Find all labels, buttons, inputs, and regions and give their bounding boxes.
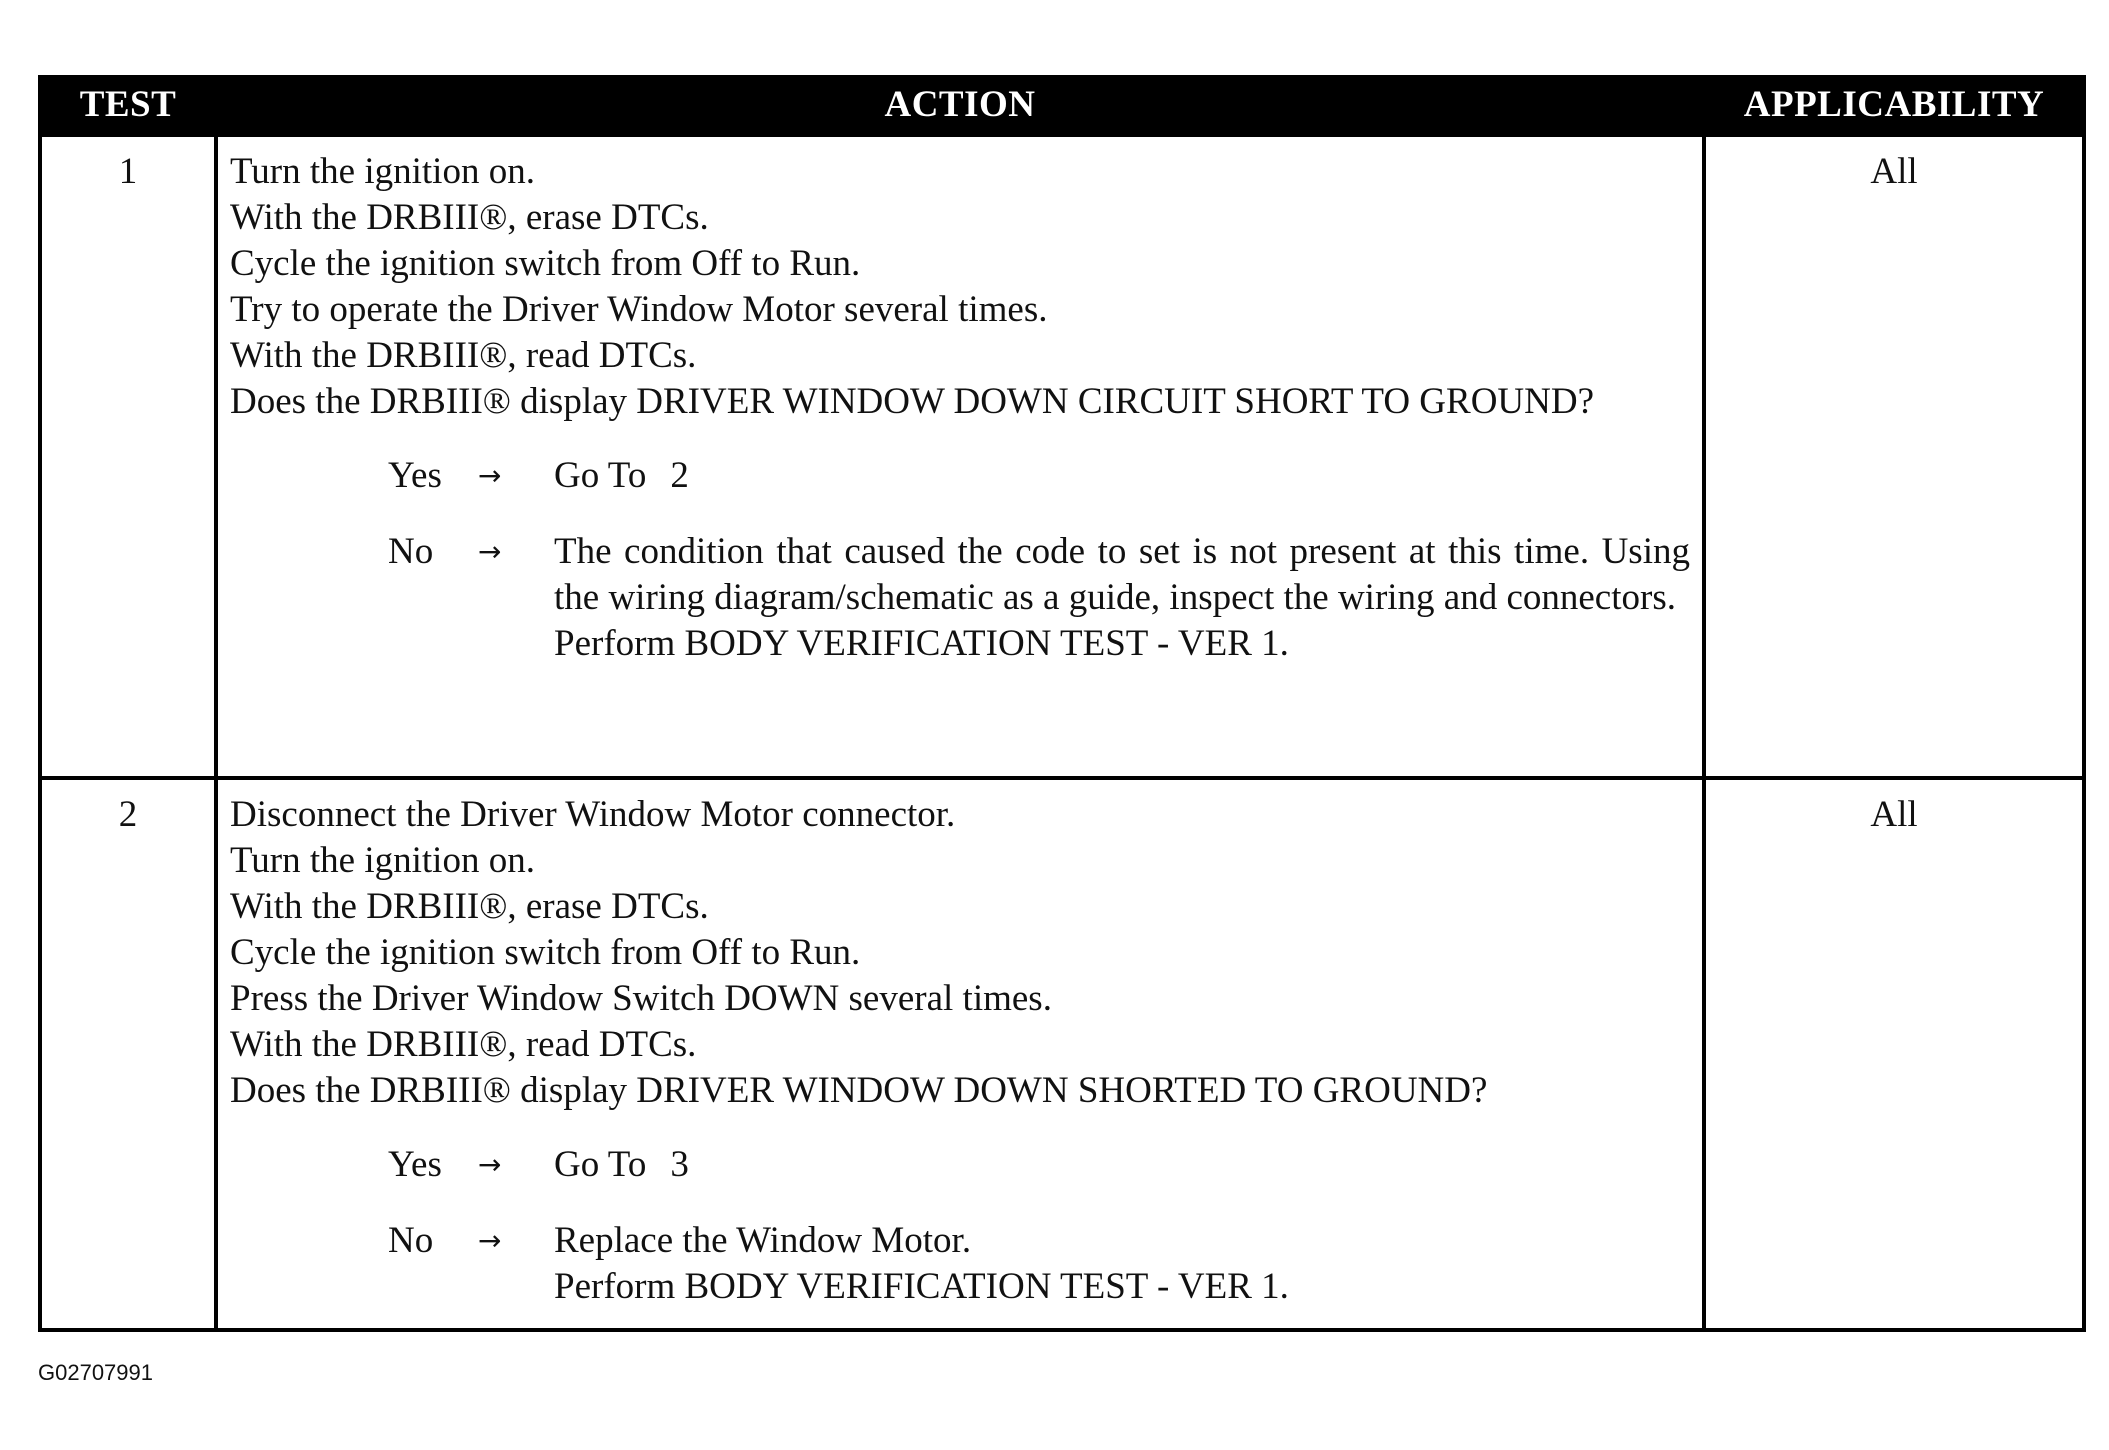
action-step: With the DRBIII®, erase DTCs. (230, 197, 709, 238)
right-arrow-icon: → (478, 1224, 502, 1257)
no-label: No (388, 531, 434, 572)
goto-instruction (554, 1142, 1690, 1188)
verification-instruction: Perform BODY VERIFICATION TEST - VER 1. (554, 623, 1289, 664)
action-step: With the DRBIII®, read DTCs. (230, 335, 697, 376)
figure-id: G02707991 (38, 1360, 153, 1385)
header-action: ACTION (216, 75, 1704, 135)
action-step: With the DRBIII®, read DTCs. (230, 1024, 697, 1065)
right-arrow-icon: → (478, 459, 502, 492)
verification-instruction: Perform BODY VERIFICATION TEST - VER 1. (554, 1266, 1289, 1307)
no-instruction (554, 1218, 1690, 1310)
right-arrow-icon: → (478, 1148, 502, 1181)
no-branch (388, 1218, 1690, 1310)
action-step: Press the Driver Window Switch DOWN several times. (230, 978, 1052, 1019)
table-header-row (40, 75, 2084, 135)
diagnostic-test-table (38, 75, 2086, 1332)
yes-branch (388, 1142, 1690, 1188)
right-arrow-icon: → (478, 535, 502, 568)
action-question: Does the DRBIII® display DRIVER WINDOW DOWN CIRCUIT SHORT TO GROUND? (230, 381, 1594, 422)
yes-branch (388, 453, 1690, 499)
test-number: 1 (40, 135, 216, 778)
goto-text: Go To (554, 455, 647, 496)
action-step: Try to operate the Driver Window Motor several times. (230, 289, 1048, 330)
action-cell (216, 778, 1704, 1330)
action-step: Cycle the ignition switch from Off to Run. (230, 243, 861, 284)
goto-test-number: 3 (670, 1144, 689, 1185)
test-number: 2 (40, 778, 216, 1330)
yes-label: Yes (388, 1144, 442, 1185)
action-step: Disconnect the Driver Window Motor connector. (230, 794, 956, 835)
applicability-value: All (1704, 135, 2084, 778)
applicability-value: All (1704, 778, 2084, 1330)
table-row (40, 135, 2084, 778)
action-question: Does the DRBIII® display DRIVER WINDOW DOWN SHORTED TO GROUND? (230, 1070, 1488, 1111)
no-branch-text: Replace the Window Motor. (554, 1220, 972, 1261)
goto-instruction (554, 453, 1690, 499)
action-step: Turn the ignition on. (230, 840, 535, 881)
no-branch (388, 529, 1690, 667)
header-test: TEST (40, 75, 216, 135)
action-step: Turn the ignition on. (230, 151, 535, 192)
goto-test-number: 2 (670, 455, 689, 496)
action-step: With the DRBIII®, erase DTCs. (230, 886, 709, 927)
no-instruction (554, 529, 1690, 667)
no-label: No (388, 1220, 434, 1261)
table-row (40, 778, 2084, 1330)
goto-text: Go To (554, 1144, 647, 1185)
yes-label: Yes (388, 455, 442, 496)
action-step: Cycle the ignition switch from Off to Run. (230, 932, 861, 973)
action-cell (216, 135, 1704, 778)
no-branch-text: The condition that caused the code to set is not present at this time. Using the wiring diagram/schematic as a guide, inspect the wiring and connectors. (554, 531, 1690, 618)
header-applicability: APPLICABILITY (1704, 75, 2084, 135)
